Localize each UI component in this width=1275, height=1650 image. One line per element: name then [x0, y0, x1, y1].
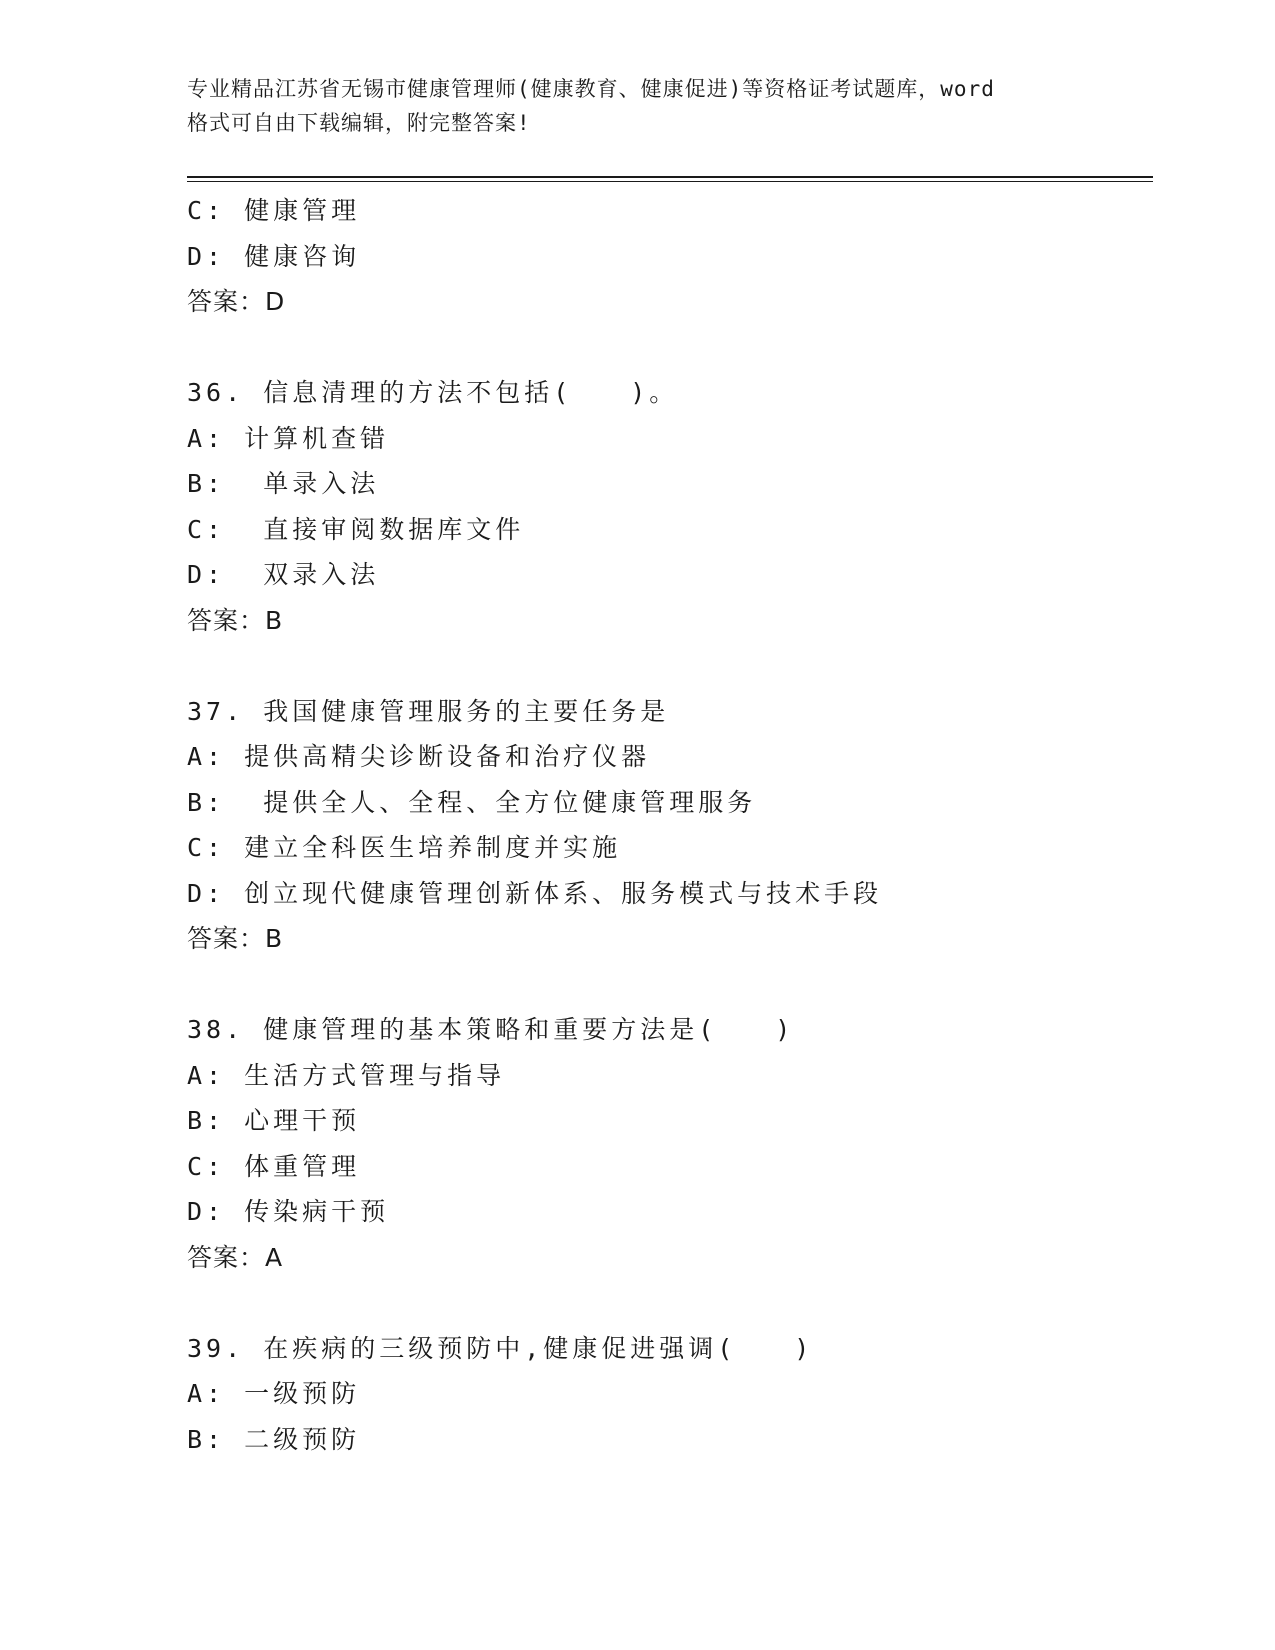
option-c: C: 健康管理	[187, 196, 361, 225]
question-35	[187, 188, 1147, 325]
header-rule-thin	[187, 181, 1153, 182]
option-d: D: 传染病干预	[187, 1197, 390, 1226]
answer: 答案：B	[187, 605, 284, 635]
option-c: C: 体重管理	[187, 1151, 361, 1181]
header-line-2: 格式可自由下载编辑，附完整答案!	[187, 111, 531, 135]
question-37	[187, 689, 1147, 962]
option-c: C: 直接审阅数据库文件	[187, 514, 525, 544]
answer: 答案：A	[187, 1242, 284, 1272]
option-b: B: 提供全人、全程、全方位健康管理服务	[187, 787, 757, 817]
question-stem: 36. 信息清理的方法不包括( )。	[187, 378, 679, 407]
option-a: A: 生活方式管理与指导	[187, 1060, 506, 1090]
question-stem: 38. 健康管理的基本策略和重要方法是( )	[187, 1015, 795, 1044]
option-c: C: 建立全科医生培养制度并实施	[187, 833, 622, 862]
option-b: B: 心理干预	[187, 1106, 361, 1135]
question-stem: 39. 在疾病的三级预防中,健康促进强调( )	[187, 1333, 814, 1363]
option-d: D: 创立现代健康管理创新体系、服务模式与技术手段	[187, 878, 883, 908]
option-b: B: 单录入法	[187, 469, 380, 498]
header-rule-thick	[187, 176, 1153, 178]
option-d: D: 双录入法	[187, 560, 380, 589]
answer: 答案：D	[187, 287, 286, 316]
header-line-1: 专业精品江苏省无锡市健康管理师(健康教育、健康促进)等资格证考试题库，word	[187, 77, 995, 101]
question-39	[187, 1326, 1147, 1463]
spacer	[187, 643, 1147, 689]
spacer	[187, 325, 1147, 371]
option-d: D: 健康咨询	[187, 241, 361, 271]
spacer	[187, 1280, 1147, 1326]
question-36	[187, 370, 1147, 643]
spacer	[187, 962, 1147, 1008]
question-stem: 37. 我国健康管理服务的主要任务是	[187, 696, 670, 726]
option-b: B: 二级预防	[187, 1424, 361, 1454]
document-header	[187, 72, 1087, 140]
option-a: A: 一级预防	[187, 1379, 361, 1408]
option-a: A: 提供高精尖诊断设备和治疗仪器	[187, 742, 651, 771]
answer: 答案：B	[187, 924, 284, 953]
option-a: A: 计算机查错	[187, 423, 390, 453]
question-38	[187, 1007, 1147, 1280]
question-list	[187, 188, 1147, 1462]
